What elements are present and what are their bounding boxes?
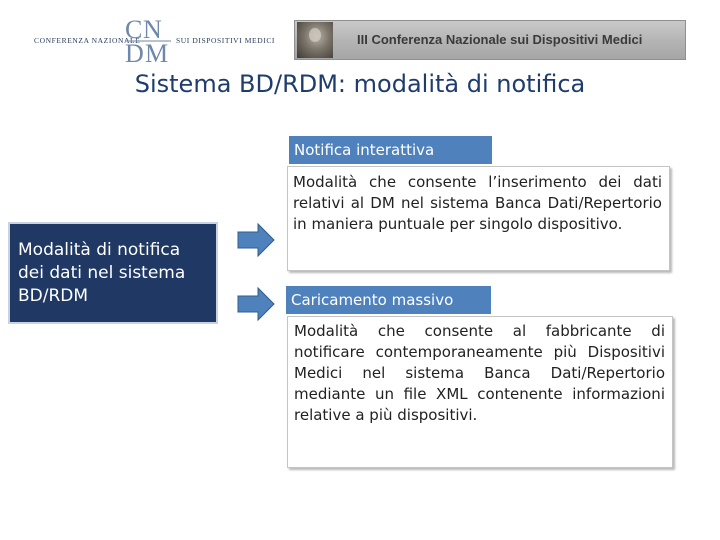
- logo-label-right: SUI DISPOSITIVI MEDICI: [176, 36, 276, 45]
- svg-text:M: M: [145, 39, 169, 64]
- notification-modes-box: [8, 222, 218, 324]
- notifica-interattiva-description: Modalità che consente l’inserimento dei dati relativi al DM nel sistema Banca Dati/Repertorio in maniera puntuale per singolo dispositivo.: [287, 166, 670, 271]
- notification-modes-label: Modalità di notifica dei dati nel sistema BD/RDM: [18, 239, 186, 306]
- arrow-right-icon: [236, 220, 276, 260]
- svg-text:N: N: [143, 15, 162, 44]
- cndm-monogram-logo: [123, 14, 173, 64]
- svg-text:C: C: [125, 15, 143, 44]
- caricamento-massivo-description: Modalità che consente al fabbricante di notificare contemporaneamente più Dispositivi Medici nel sistema Banca Dati/Repertorio mediante un file XML contenente informazioni relative a più dispositivi.: [287, 316, 673, 468]
- cndm-logo: [30, 15, 276, 64]
- conference-banner: [294, 20, 686, 60]
- slide-title: Sistema BD/RDM: modalità di notifica: [134, 70, 586, 98]
- logo-label-left: CONFERENZA NAZIONALE: [34, 36, 141, 45]
- banner-title: III Conferenza Nazionale sui Dispositivi Medici: [357, 32, 643, 47]
- tab-notifica-interattiva: Notifica interattiva: [289, 136, 492, 164]
- svg-text:D: D: [125, 39, 144, 64]
- arrow-right-icon: [236, 284, 276, 324]
- tab-caricamento-massivo: Caricamento massivo: [286, 286, 491, 314]
- banner-photo: [297, 22, 333, 58]
